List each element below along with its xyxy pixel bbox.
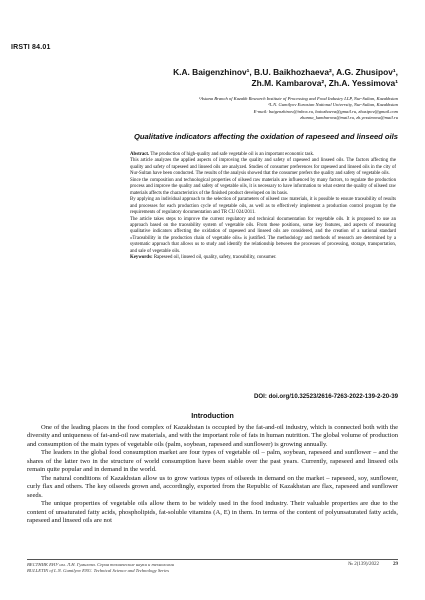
abstract-label: Abstract. <box>130 152 150 157</box>
issue-number: № 2(139)/2022 <box>348 562 379 567</box>
paper-title: Qualitative indicators affecting the oxidation of rapeseed and linseed oils <box>133 132 398 141</box>
affiliation-line: ¹Astana Branch of Kazakh Research Institute of Processing and Food Industry LLP, Nur-Sultan, Kazakhstan <box>198 96 398 101</box>
author-line: Zh.M. Kambarova², Zh.A. Yessimova¹ <box>251 78 398 88</box>
body-paragraph: One of the leading places in the food complex of Kazakhstan is occupied by the fat-and-oil industry, which is connected both with the diversity and uniqueness of fat-and-oil raw materials, and with the important role of fats in human nutrition. The global volume of production and consumption of the main types of vegetable oils (palm, soybean, rapeseed and sunflower) is growing annually. <box>27 424 398 448</box>
issue-info <box>348 562 398 567</box>
email-line: E-mail: baigenzhinov@inbox.ru, baiozhaeva@gmail.ru, zhusipov@gmail.com <box>253 108 398 114</box>
abstract-paragraph: Since the composition and technological properties of oilseed raw materials are influenced by many factors, to regulate the production process and improve the quality and safety of vegetable oils, it is necessary to have information to what extent the quality of oilseed raw materials affects the characteristics of the finished product developed on its basis. <box>130 177 396 196</box>
irsti-code: IRSTI 84.01 <box>11 44 51 51</box>
abstract-block <box>130 152 396 262</box>
body-text <box>27 424 398 525</box>
author-list <box>173 67 398 89</box>
affiliations <box>68 96 398 121</box>
affiliation-line: ²L.N. Gumilyov Eurasian National University, Nur-Sultan, Kazakhstan <box>268 102 398 108</box>
author-line: K.A. Baigenzhinov¹, B.U. Baikhozhaeva², A.G. Zhusipov¹, <box>173 67 398 77</box>
abstract-paragraph: This article analyzes the applied aspects of improving the quality and safety of rapeseed and linseed oils. The factors affecting the quality and safety of rapeseed and linseed oils are analyzed. Studies of consumer preferences for rapeseed and linseed oils in the city of Nur-Sultan have been conducted. The results of the analysis showed that the consumer prefers the quality and safety of vegetable oils. <box>130 158 396 177</box>
footer-divider <box>27 559 398 560</box>
section-heading: Introduction <box>191 411 234 420</box>
keywords-label: Keywords: <box>130 255 153 261</box>
body-paragraph: The leaders in the global food consumption market are four types of vegetable oil – palm, soybean, rapeseed and sunflower – and the shares of the latter two in the structure of world consumption have been stable over the past years. Currently, rapeseed and linseed oils remain quite popular and in demand in the world. <box>27 449 398 474</box>
abstract-paragraph: The article takes steps to improve the current regulatory and technical documentation for vegetable oils. It is proposed to use an approach based on the traceability system of vegetable oils. From these positions, some key features, and aspects of measuring qualitative indicators affecting the oxidation of rapeseed and linseed oils are considered, and the creation of a national standard «Traceability in the production chain of vegetable oils» is justified. The methodology and methods of research are determined by a systematic approach that allows us to study and identify the relationship between the processes of processing, storage, transportation, and sale of vegetable oils. <box>130 216 396 254</box>
journal-name-en: BULLETIN of L.N. Gumilyov ENU. Technical Science and Technology Series <box>27 568 170 573</box>
abstract-paragraph: By applying an individual approach to the selection of parameters of oilseed raw materials, it is possible to ensure traceability of results and processes for each production cycle of vegetable oils, as well as to effectively implement a production control program by the requirements of regulatory documentation and TR CU 024/2011. <box>130 197 396 216</box>
abstract-paragraph: Abstract. The production of high-quality and safe vegetable oil is an important economic task. <box>130 152 315 157</box>
doi-link[interactable]: DOI: doi.org/10.32523/2616-7263-2022-139-2-20-39 <box>254 393 398 400</box>
page-number: 29 <box>393 562 398 567</box>
keywords: Keywords: Rapeseed oil, linseed oil, quality, safety, traceability, consumer. <box>130 255 277 261</box>
journal-footer <box>27 562 174 574</box>
email-line: zhanna_kambarova@mail.ru, zh.yessimova@mail.ru <box>300 114 398 120</box>
body-paragraph: The unique properties of vegetable oils allow them to be widely used in the food industry. Their valuable properties are due to the content of unsaturated fatty acids, phospholipids, fat-soluble vitamins (A, E) in them. In terms of the content of polyunsaturated fatty acids, rapeseed and linseed oils are not <box>27 500 398 524</box>
body-paragraph: The natural conditions of Kazakhstan allow us to grow various types of oilseeds in demand on the market – rapeseed, soy, sunflower, curly flax and others. The key oilseeds grown and, accordingly, exported from the Republic of Kazakhstan are flax, rapeseed and sunflower seeds. <box>27 474 398 499</box>
journal-name-ru: ВЕСТНИК ЕНУ им. Л.Н. Гумилева. Серия технические науки и технологии <box>27 562 175 567</box>
